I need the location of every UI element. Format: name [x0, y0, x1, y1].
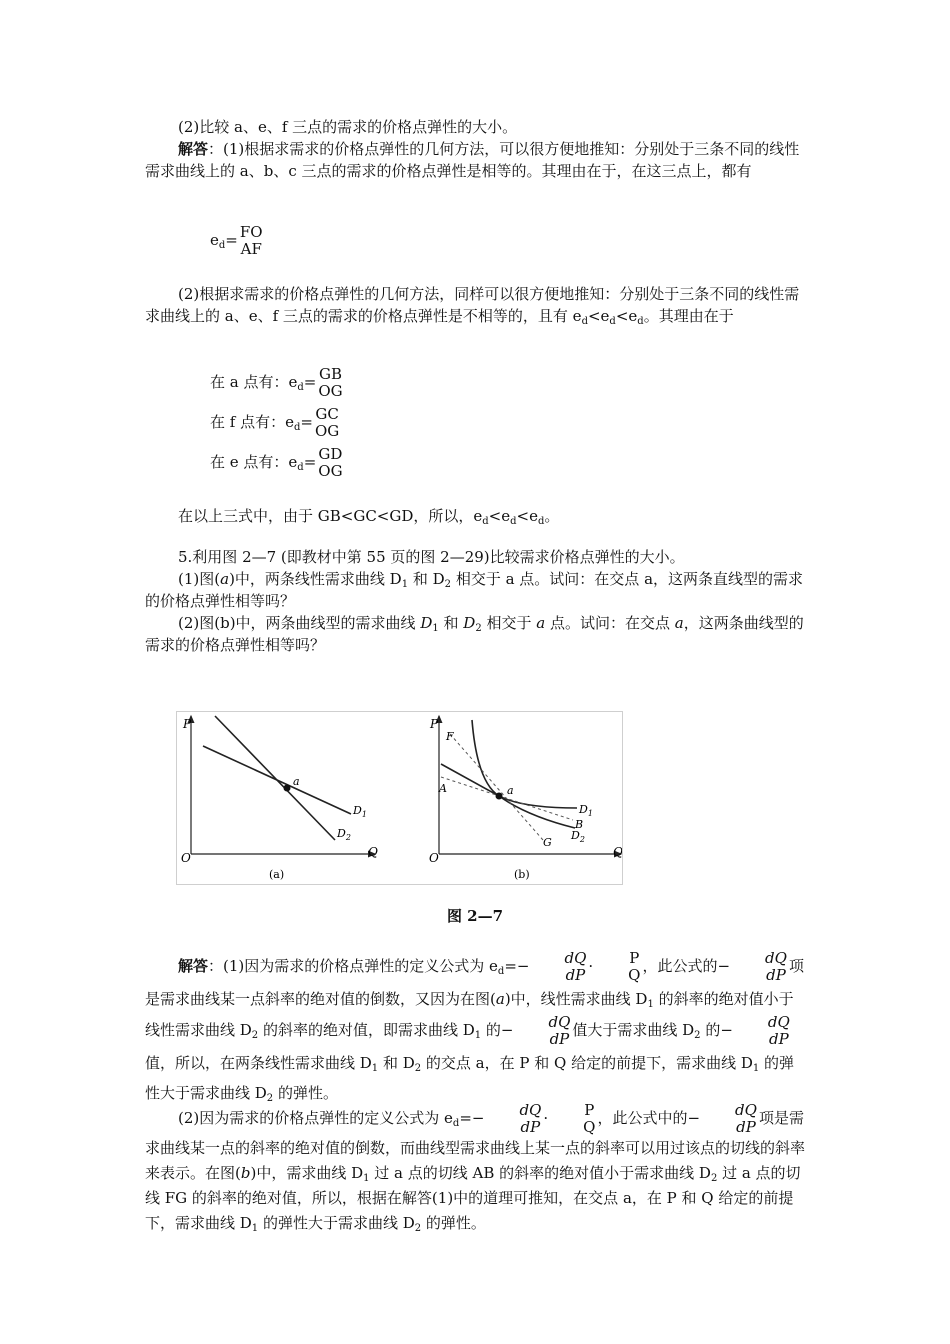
solution-2: (2)因为需求的价格点弹性的定义公式为 $e_d=-$ dQ dP · P Q ，此公式中的− dQ dP 项是需求曲线某一点的斜率的绝对值的倒数，而曲线型需求曲线上某一点的斜率可以用过该点的切线的斜率来表示。在图(b)中，需求曲线 $D_1$ 过 a 点的切线 AB 的斜率的绝对值小于需求曲线 $D_2$ 过 a 点的切线 FG 的斜率的绝对值，所以，根据在解答(1)中的道理可推知，在交点 a，在 P 和 Q 给定的前提下，需求曲线 $D_1$ 的弹性大于需求曲线 $D_2$ 的弹性。 — [145, 1101, 806, 1234]
right-point-a — [496, 793, 503, 800]
right-label-b: B — [575, 818, 584, 831]
equation-e-point: 在 e 点有：$e_d=$ GD OG — [210, 445, 343, 480]
left-label-p: P — [183, 717, 192, 731]
left-curve-d1 — [203, 746, 351, 814]
right-curve-d1 — [472, 720, 577, 808]
left-label-d1: $D_1$ — [353, 804, 367, 819]
right-label-q: Q — [613, 845, 622, 859]
right-label-d2: $D_2$ — [571, 829, 585, 844]
right-label-a-tangent: A — [439, 782, 447, 795]
right-label-f: F — [446, 730, 454, 743]
left-label-o: O — [181, 851, 191, 865]
left-label-d2: $D_2$ — [337, 827, 351, 842]
equation-ed-fo-af: $e_d=$ FO AF — [210, 223, 263, 258]
answer-1: 解答：(1)根据求需求的价格点弹性的几何方法，可以很方便地推知：分别处于三条不同的线性需求曲线上的 a、b、c 三点的需求的价格点弹性是相等的。其理由在于，在这三点上，都有 — [145, 140, 800, 180]
equation-f-point: 在 f 点有：$e_d=$ GC OG — [210, 405, 340, 440]
left-label-q: Q — [368, 845, 378, 859]
right-label-a: a — [507, 784, 514, 797]
conclusion: 在以上三式中，由于 GB<GC<GD，所以，$e_d<e_d<e_d$。 — [178, 507, 560, 527]
right-label-g: G — [543, 836, 552, 849]
left-point-a — [284, 785, 291, 792]
figure-svg — [177, 712, 622, 884]
figure-caption: 图 2—7 — [446, 907, 504, 925]
right-label-o: O — [429, 851, 439, 865]
question-5: 5.利用图 2—7 (即教材中第 55 页的图 2—29)比较需求价格点弹性的大小。 — [178, 548, 685, 566]
answer-2: (2)根据求需求的价格点弹性的几何方法，同样可以很方便地推知：分别处于三条不同的线性需求曲线上的 a、e、f 三点的需求的价格点弹性是不相等的，且有 $e_d<e_d<e_d$。其理由在于 — [145, 285, 800, 327]
right-subcaption: (b) — [514, 868, 530, 881]
question-5-2: (2)图(b)中，两条曲线型的需求曲线 $D_1$ 和 $D_2$ 相交于 a 点。试问：在交点 a，这两条曲线型的需求的价格点弹性相等吗？ — [145, 614, 804, 654]
right-label-d1: $D_1$ — [579, 803, 593, 818]
right-tangent-fg — [450, 734, 543, 840]
equation-a-point: 在 a 点有：$e_d=$ GB OG — [210, 365, 343, 400]
right-label-p: P — [430, 717, 439, 731]
left-label-a: a — [293, 775, 300, 788]
figure-2-7 — [176, 711, 623, 885]
question-2: (2)比较 a、e、f 三点的需求的价格点弹性的大小。 — [178, 118, 518, 136]
question-5-1: (1)图(a)中，两条线性需求曲线 $D_1$ 和 $D_2$ 相交于 a 点。试问：在交点 a，这两条直线型的需求的价格点弹性相等吗？ — [145, 570, 804, 610]
solution-1: 解答：(1)因为需求的价格点弹性的定义公式为 $e_d=-$ dQ dP · P Q ，此公式的− dQ dP 项是需求曲线某一点斜率的绝对值的倒数，又因为在图(a)中，线性需求曲线 $D_1$ 的斜率的绝对值小于线性需求曲线 $D_2$ 的斜率的绝对值，即需求曲线 $D_1$ 的− dQ dP 值大于需求曲线 $D_2$ 的− dQ dP 值，所以，在两条线性需求曲线 $D_1$ 和 $D_2$ 的交点 a，在 P 和 Q 给定的前提下，需求曲线 $D_1$ 的弹性大于需求曲线 $D_2$ 的弹性。 — [145, 949, 804, 1104]
left-subcaption: (a) — [269, 868, 285, 881]
left-curve-d2 — [215, 716, 335, 840]
